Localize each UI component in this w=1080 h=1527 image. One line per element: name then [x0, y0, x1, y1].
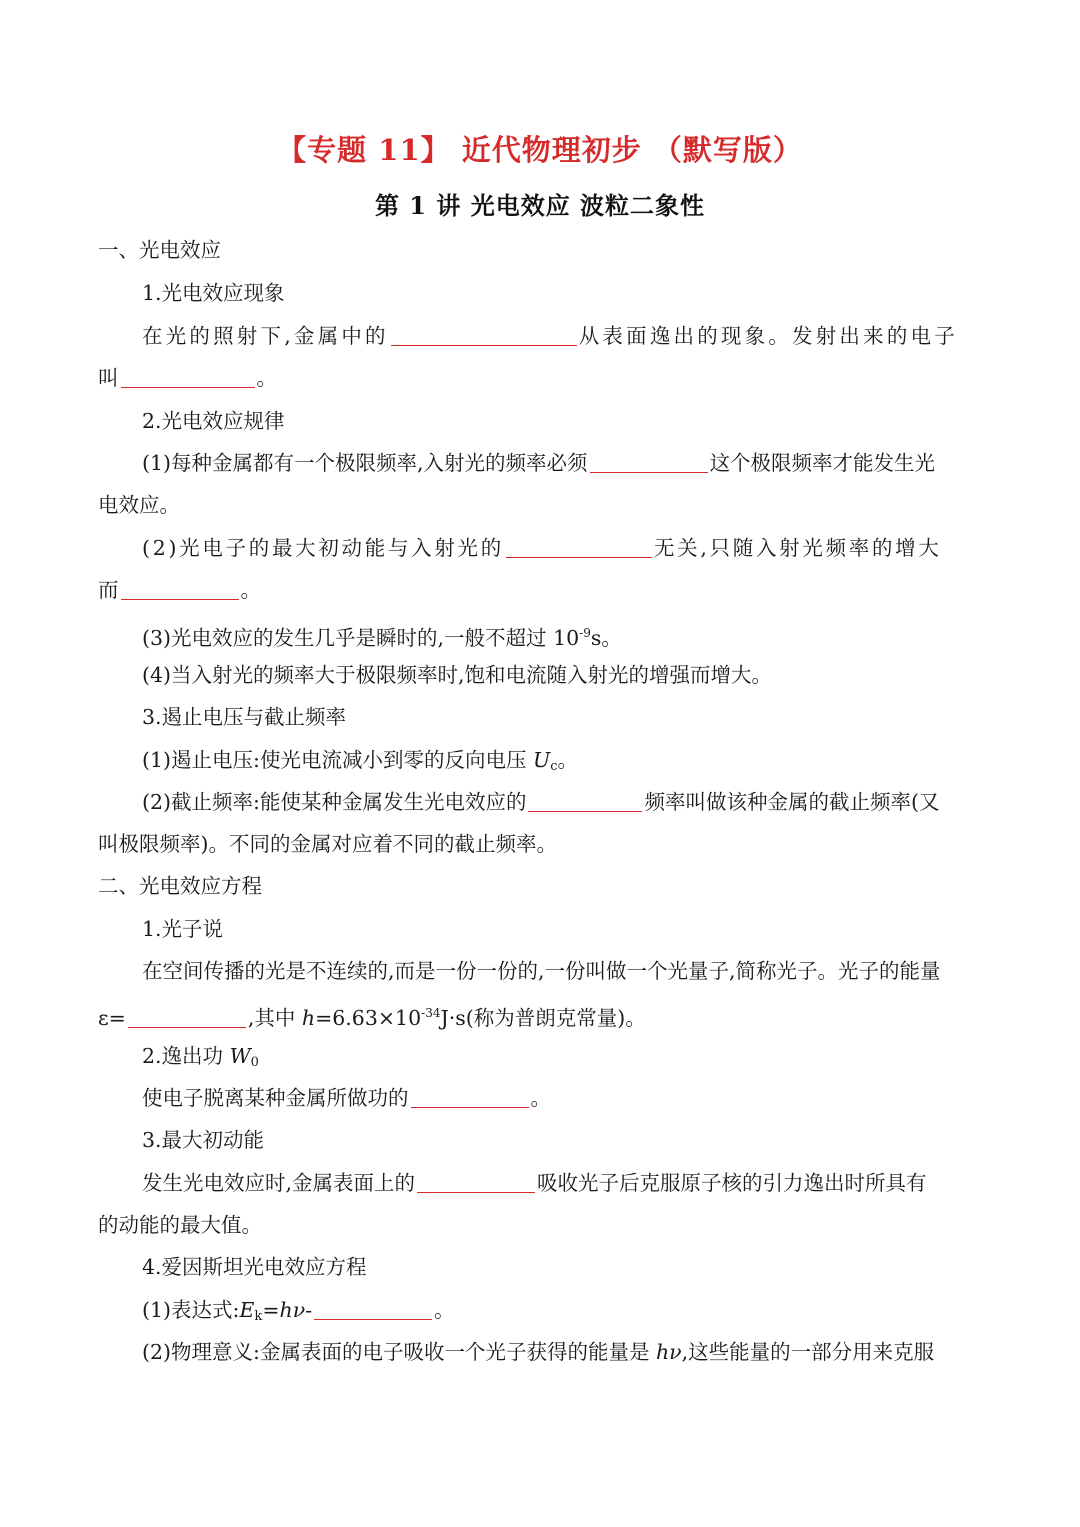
lecture-subtitle: 第 1 讲 光电效应 波粒二象性 — [374, 191, 706, 220]
paragraph-line: 使电子脱离某种金属所做功的 。 — [142, 1086, 551, 1110]
fill-blank[interactable] — [506, 535, 652, 558]
fill-blank[interactable] — [314, 1297, 432, 1320]
paragraph-line: 的动能的最大值。 — [98, 1213, 262, 1237]
fill-blank[interactable] — [128, 1005, 246, 1028]
paragraph-line: (3)光电效应的发生几乎是瞬时的,一般不超过 $10^{-9}s$。 — [142, 626, 622, 650]
paragraph-line: (1)表达式$:E_k=h\nu-$ 。 — [142, 1298, 455, 1324]
paragraph-line: (1)每种金属都有一个极限频率,入射光的频率必须 这个极限频率才能发生光 — [142, 451, 936, 475]
section-heading: 一、光电效应 — [98, 238, 221, 262]
paragraph-line: (1)遏止电压:使光电流减小到零的反向电压 $U_c$。 — [142, 748, 579, 774]
subsection-heading: 2.逸出功 $W_0$ — [142, 1044, 259, 1070]
paragraph-line: (4)当入射光的频率大于极限频率时,饱和电流随入射光的增强而增大。 — [142, 663, 773, 687]
paragraph-line: 叫极限频率)。不同的金属对应着不同的截止频率。 — [98, 832, 557, 856]
fill-blank[interactable] — [121, 577, 239, 600]
document-title: 【专题 11】 近代物理初步 （默写版） — [277, 133, 803, 167]
subsection-heading: 3.最大初动能 — [142, 1128, 265, 1152]
paragraph-line: 而 。 — [98, 578, 261, 602]
paragraph-line: ε= ,其中 $h=6.63\times 10^{-34}J\cdot s$(称为普朗克常量)。 — [98, 1006, 646, 1030]
fill-blank[interactable] — [590, 450, 708, 473]
subsection-heading: 4.爱因斯坦光电效应方程 — [142, 1255, 367, 1279]
paragraph-line: 发生光电效应时,金属表面上的 吸收光子后克服原子核的引力逸出时所具有 — [142, 1171, 927, 1195]
paragraph-line: 电效应。 — [98, 493, 180, 517]
fill-blank[interactable] — [121, 365, 255, 388]
subsection-heading: 1.光子说 — [142, 917, 224, 941]
subsection-heading: 3.遏止电压与截止频率 — [142, 705, 347, 729]
fill-blank[interactable] — [411, 1085, 529, 1108]
subsection-heading: 1.光电效应现象 — [142, 281, 285, 305]
fill-blank[interactable] — [528, 789, 642, 812]
paragraph-line: 叫 。 — [98, 366, 277, 390]
paragraph-line: 在空间传播的光是不连续的,而是一份一份的,一份叫做一个光量子,简称光子。光子的能量 — [142, 959, 941, 983]
subsection-heading: 2.光电效应规律 — [142, 409, 285, 433]
fill-blank[interactable] — [417, 1170, 535, 1193]
paragraph-line: (2)光电子的最大初动能与入射光的 无关,只随入射光频率的增大 — [142, 536, 942, 560]
fill-blank[interactable] — [391, 323, 577, 346]
paragraph-line: (2)物理意义:金属表面的电子吸收一个光子获得的能量是 hν,这些能量的一部分用来克服 — [142, 1340, 935, 1364]
paragraph-line: (2)截止频率:能使某种金属发生光电效应的 频率叫做该种金属的截止频率(又 — [142, 790, 940, 814]
paragraph-line: 在光的照射下,金属中的 从表面逸出的现象。发射出来的电子 — [142, 324, 958, 348]
section-heading: 二、光电效应方程 — [98, 874, 262, 898]
